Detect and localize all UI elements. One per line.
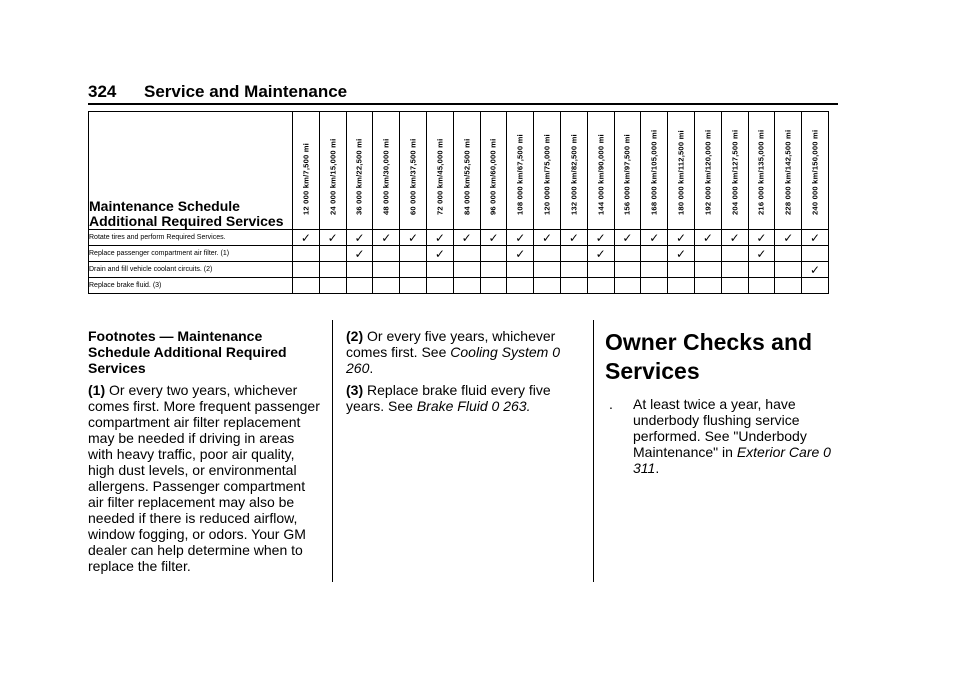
- check-icon: ✓: [587, 230, 614, 246]
- empty-cell: [587, 278, 614, 294]
- check-icon: ✓: [507, 230, 534, 246]
- interval-label: 168 000 km/105,000 mi: [649, 129, 659, 215]
- empty-cell: [748, 262, 775, 278]
- footnote-1: [88, 382, 320, 574]
- interval-header: [346, 112, 373, 230]
- empty-cell: [721, 262, 748, 278]
- check-icon: ✓: [802, 262, 829, 278]
- table-row: [89, 246, 829, 262]
- interval-label: 132 000 km/82,500 mi: [569, 134, 579, 215]
- check-icon: ✓: [453, 230, 480, 246]
- empty-cell: [668, 278, 695, 294]
- empty-cell: [534, 262, 561, 278]
- service-name: Replace brake fluid. (3): [89, 278, 293, 294]
- section-title: Service and Maintenance: [144, 82, 348, 101]
- empty-cell: [346, 278, 373, 294]
- empty-cell: [319, 262, 346, 278]
- footnote-2-text: Or every five years, whichever comes first. See: [346, 328, 556, 360]
- interval-label: 84 000 km/52,500 mi: [462, 138, 472, 215]
- bullet-text: [633, 396, 843, 476]
- footnote-3-text: Replace brake fluid every five years. See: [346, 382, 551, 414]
- empty-cell: [641, 246, 668, 262]
- empty-cell: [480, 278, 507, 294]
- interval-header: [748, 112, 775, 230]
- empty-cell: [614, 278, 641, 294]
- maintenance-schedule-table: [88, 111, 829, 294]
- empty-cell: [534, 246, 561, 262]
- footnote-3-link[interactable]: Brake Fluid: [416, 398, 488, 414]
- interval-label: 72 000 km/45,000 mi: [435, 138, 445, 215]
- service-name: Rotate tires and perform Required Services.: [89, 230, 293, 246]
- footnote-1-text: Or every two years, whichever comes first. More frequent passenger compartment air filter replacement may be needed if driving in areas with heavy traffic, poor air quality, high dust levels, or environmental allergens. Passenger compartment air filter replacement may also be needed if there is reduced airflow, window fogging, or odors. Your GM dealer can help determine when to replace the filter.: [88, 382, 320, 574]
- footnote-3-marker: (3): [346, 382, 364, 398]
- interval-label: 60 000 km/37,500 mi: [408, 138, 418, 215]
- interval-label: 108 000 km/67,500 mi: [515, 134, 525, 215]
- empty-cell: [453, 246, 480, 262]
- footnotes-title: Footnotes — Maintenance Schedule Additional Required Services: [88, 328, 287, 376]
- interval-header: [400, 112, 427, 230]
- check-icon: ✓: [775, 230, 802, 246]
- bullet-1-page-ref[interactable]: 0 311: [633, 444, 831, 476]
- interval-label: 216 000 km/135,000 mi: [756, 129, 766, 215]
- check-icon: ✓: [668, 246, 695, 262]
- empty-cell: [346, 262, 373, 278]
- interval-header: [560, 112, 587, 230]
- empty-cell: [802, 246, 829, 262]
- column-divider: [593, 320, 594, 582]
- check-icon: ✓: [587, 246, 614, 262]
- empty-cell: [694, 262, 721, 278]
- interval-label: 180 000 km/112,500 mi: [676, 130, 686, 215]
- interval-header: [453, 112, 480, 230]
- check-icon: ✓: [802, 230, 829, 246]
- empty-cell: [319, 246, 346, 262]
- check-icon: ✓: [373, 230, 400, 246]
- interval-header: [721, 112, 748, 230]
- empty-cell: [775, 246, 802, 262]
- check-icon: ✓: [400, 230, 427, 246]
- check-icon: ✓: [426, 230, 453, 246]
- check-icon: ✓: [668, 230, 695, 246]
- interval-label: 156 000 km/97,500 mi: [622, 134, 632, 215]
- empty-cell: [560, 262, 587, 278]
- interval-header: [373, 112, 400, 230]
- interval-header: [426, 112, 453, 230]
- interval-header: [802, 112, 829, 230]
- table-title: Maintenance Schedule Additional Required Services: [89, 112, 293, 230]
- empty-cell: [694, 278, 721, 294]
- check-icon: ✓: [293, 230, 320, 246]
- interval-label: 240 000 km/150,000 mi: [810, 129, 820, 215]
- empty-cell: [802, 278, 829, 294]
- interval-header: [507, 112, 534, 230]
- empty-cell: [480, 246, 507, 262]
- empty-cell: [641, 278, 668, 294]
- check-icon: ✓: [560, 230, 587, 246]
- check-icon: ✓: [426, 246, 453, 262]
- interval-header: [614, 112, 641, 230]
- bullet-1-text: At least twice a year, have underbody flushing service performed. See "Underbody Maintenance" in: [633, 396, 807, 460]
- footnotes-column: [88, 328, 320, 580]
- page-header: [88, 82, 838, 104]
- interval-header: [641, 112, 668, 230]
- page-number: 324: [88, 82, 117, 101]
- empty-cell: [560, 246, 587, 262]
- check-icon: ✓: [534, 230, 561, 246]
- empty-cell: [507, 262, 534, 278]
- footnote-2-end: .: [369, 360, 374, 376]
- check-icon: ✓: [694, 230, 721, 246]
- empty-cell: [748, 278, 775, 294]
- empty-cell: [293, 262, 320, 278]
- check-icon: ✓: [721, 230, 748, 246]
- empty-cell: [400, 278, 427, 294]
- empty-cell: [560, 278, 587, 294]
- empty-cell: [293, 246, 320, 262]
- check-icon: ✓: [346, 246, 373, 262]
- interval-header: [587, 112, 614, 230]
- empty-cell: [400, 262, 427, 278]
- check-icon: ✓: [614, 230, 641, 246]
- bullet-1-link[interactable]: Exterior Care: [736, 444, 820, 460]
- empty-cell: [721, 246, 748, 262]
- owner-checks-heading: Owner Checks and Services: [605, 329, 813, 384]
- interval-label: 96 000 km/60,000 mi: [488, 138, 498, 215]
- empty-cell: [507, 278, 534, 294]
- empty-cell: [587, 262, 614, 278]
- check-icon: ✓: [748, 230, 775, 246]
- interval-header: [480, 112, 507, 230]
- interval-header: [534, 112, 561, 230]
- interval-label: 48 000 km/30,000 mi: [381, 138, 391, 215]
- empty-cell: [614, 246, 641, 262]
- footnote-2-link[interactable]: Cooling System: [450, 344, 549, 360]
- table-row: [89, 230, 829, 246]
- interval-label: 12 000 km/7,500 mi: [301, 143, 311, 215]
- interval-label: 192 000 km/120,000 mi: [703, 129, 713, 215]
- empty-cell: [775, 278, 802, 294]
- empty-cell: [668, 262, 695, 278]
- interval-label: 228 000 km/142,500 mi: [783, 129, 793, 215]
- list-item: [605, 396, 843, 476]
- empty-cell: [426, 262, 453, 278]
- interval-label: 36 000 km/22,500 mi: [354, 138, 364, 215]
- interval-header: [293, 112, 320, 230]
- interval-label: 204 000 km/127,500 mi: [730, 129, 740, 215]
- table-row: [89, 262, 829, 278]
- empty-cell: [614, 262, 641, 278]
- interval-label: 120 000 km/75,000 mi: [542, 134, 552, 215]
- empty-cell: [319, 278, 346, 294]
- table-header-row: [89, 112, 829, 230]
- footnote-2-page-ref[interactable]: 0 260: [346, 344, 560, 376]
- empty-cell: [426, 278, 453, 294]
- bullet-1-end: .: [655, 460, 660, 476]
- empty-cell: [400, 246, 427, 262]
- check-icon: ✓: [507, 246, 534, 262]
- column-divider: [332, 320, 333, 582]
- bullet-icon: .: [609, 396, 613, 412]
- check-icon: ✓: [641, 230, 668, 246]
- interval-header: [694, 112, 721, 230]
- footnotes-column-2: [346, 328, 574, 420]
- check-icon: ✓: [319, 230, 346, 246]
- footnote-3: [346, 382, 574, 414]
- interval-header: [319, 112, 346, 230]
- empty-cell: [721, 278, 748, 294]
- interval-label: 24 000 km/15,000 mi: [328, 138, 338, 215]
- footnote-1-marker: (1): [88, 382, 106, 398]
- empty-cell: [373, 262, 400, 278]
- footnote-3-page-ref[interactable]: 0 263: [491, 398, 527, 414]
- check-icon: ✓: [748, 246, 775, 262]
- empty-cell: [775, 262, 802, 278]
- empty-cell: [480, 262, 507, 278]
- footnote-2-marker: (2): [346, 328, 364, 344]
- empty-cell: [641, 262, 668, 278]
- footnote-3-end: .: [526, 398, 531, 414]
- table-row: [89, 278, 829, 294]
- empty-cell: [694, 246, 721, 262]
- footnote-2: [346, 328, 574, 376]
- interval-label: 144 000 km/90,000 mi: [596, 134, 606, 215]
- empty-cell: [453, 278, 480, 294]
- owner-checks-column: [605, 328, 843, 476]
- empty-cell: [293, 278, 320, 294]
- check-icon: ✓: [346, 230, 373, 246]
- service-name: Replace passenger compartment air filter. (1): [89, 246, 293, 262]
- interval-header: [668, 112, 695, 230]
- header-rule: [88, 103, 838, 105]
- empty-cell: [373, 278, 400, 294]
- service-name: Drain and fill vehicle coolant circuits. (2): [89, 262, 293, 278]
- empty-cell: [453, 262, 480, 278]
- table-body: [89, 230, 829, 294]
- empty-cell: [373, 246, 400, 262]
- interval-header: [775, 112, 802, 230]
- check-icon: ✓: [480, 230, 507, 246]
- empty-cell: [534, 278, 561, 294]
